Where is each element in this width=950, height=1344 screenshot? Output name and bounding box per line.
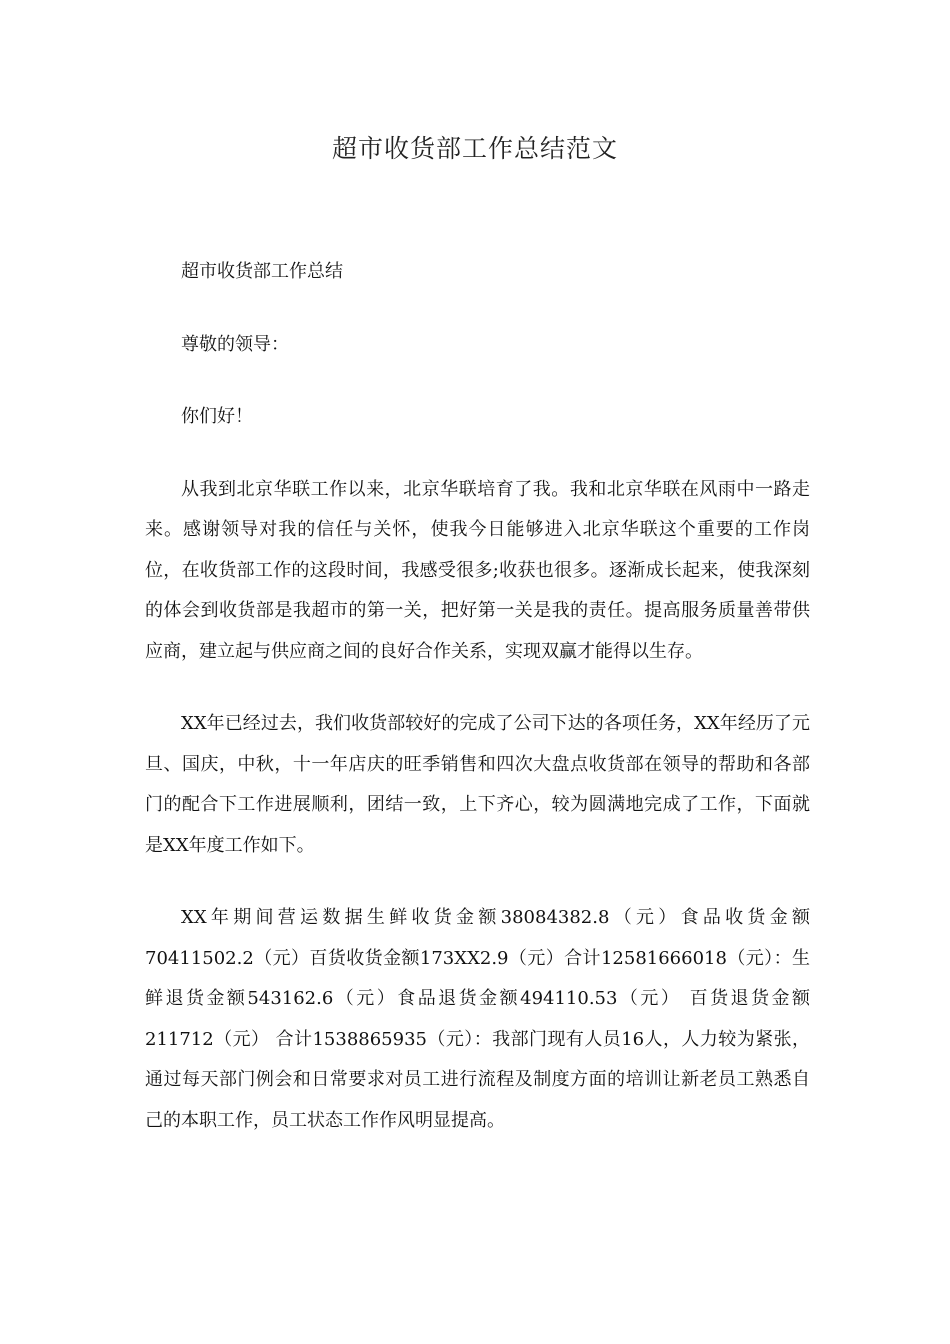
paragraph-year-summary: XX年已经过去，我们收货部较好的完成了公司下达的各项任务，XX年经历了元旦、国庆，中秋，十一年店庆的旺季销售和四次大盘点收货部在领导的帮助和各部门的配合下工作进展顺利，团结一致，上下齐心，较为圆满地完成了工作，下面就是XX年度工作如下。	[145, 713, 810, 856]
paragraph-greeting: 你们好！	[181, 406, 253, 427]
paragraph-heading: 超市收货部工作总结	[181, 261, 343, 282]
paragraph-intro: 从我到北京华联工作以来，北京华联培育了我。我和北京华联在风雨中一路走来。感谢领导对我的信任与关怀，使我今日能够进入北京华联这个重要的工作岗位，在收货部工作的这段时间，我感受很多;收获也很多。逐渐成长起来，使我深刻的体会到收货部是我超市的第一关，把好第一关是我的责任。提高服务质量善带供应商，建立起与供应商之间的良好合作关系，实现双赢才能得以生存。	[145, 478, 810, 662]
document-body	[145, 252, 810, 1141]
paragraph-salutation: 尊敬的领导：	[181, 333, 289, 355]
paragraph-operating-data: XX年期间营运数据生鲜收货金额38084382.8（元）食品收货金额70411502.2（元）百货收货金额173XX2.9（元）合计12581666018（元）：生鲜退货金额543162.6（元）食品退货金额494110.53（元） 百货退货金额211712（元） 合计1538865935（元）：我部门现有人员16人，人力较为紧张，通过每天部门例会和日常要求对员工进行流程及制度方面的培训让新老员工熟悉自己的本职工作，员工状态工作作风明显提高。	[145, 907, 810, 1131]
document-title: 超市收货部工作总结范文	[331, 134, 618, 163]
